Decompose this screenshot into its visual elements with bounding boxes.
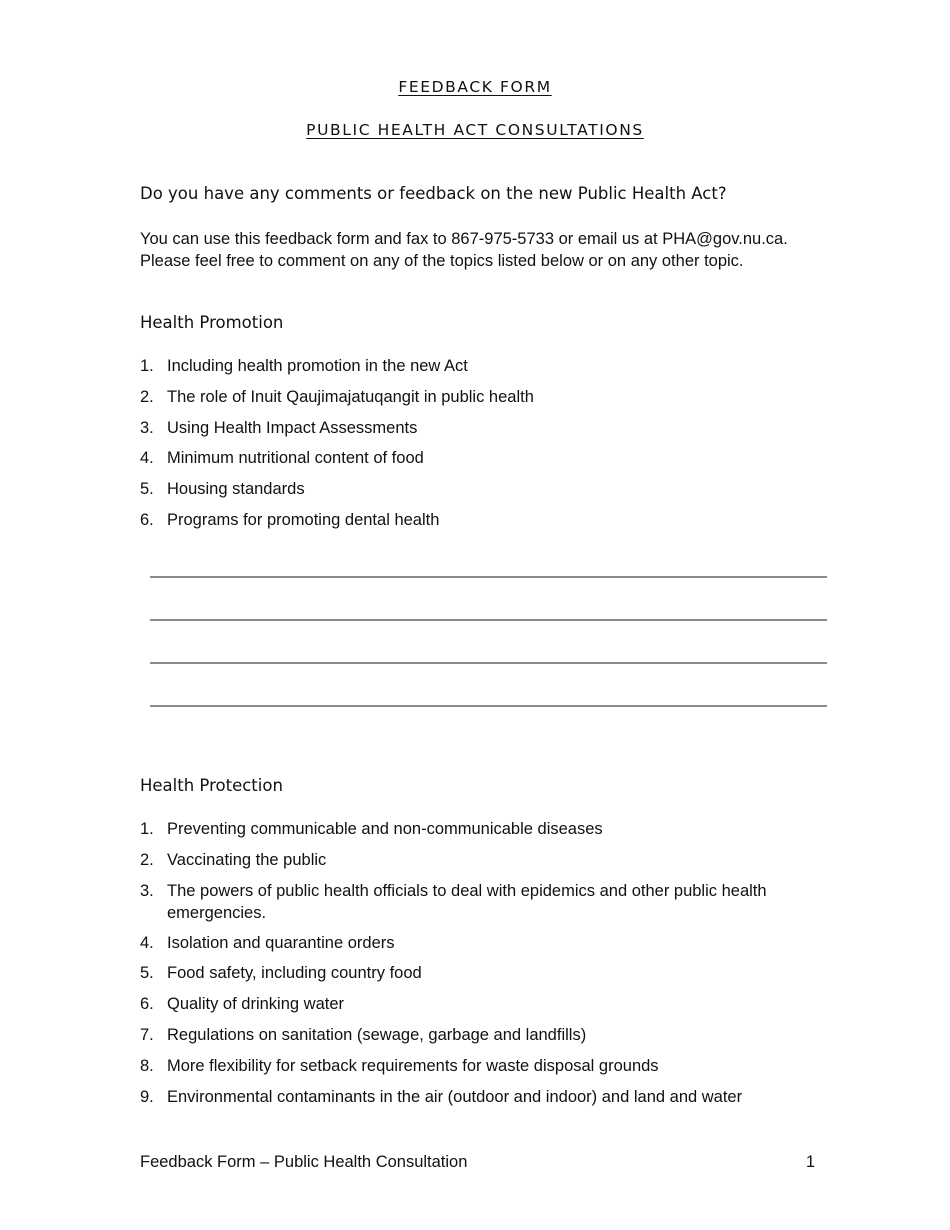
item-text: Preventing communicable and non-communicable diseases xyxy=(167,820,603,838)
list-item xyxy=(140,818,830,840)
item-text: Vaccinating the public xyxy=(167,850,327,869)
item-text: Food safety, including country food xyxy=(167,964,422,983)
item-number: 2. xyxy=(140,387,154,406)
list-item xyxy=(140,386,830,408)
comment-line[interactable] xyxy=(150,705,827,707)
item-number: 6. xyxy=(140,995,154,1014)
item-text: More flexibility for setback requirements for waste disposal grounds xyxy=(167,1056,659,1075)
list-item xyxy=(140,1024,830,1046)
list-item xyxy=(140,1055,830,1077)
page-number: 1 xyxy=(805,1153,815,1171)
item-number: 1. xyxy=(140,357,154,375)
item-number: 3. xyxy=(140,881,154,900)
item-number: 6. xyxy=(140,510,154,529)
list-item xyxy=(140,962,830,984)
list-item xyxy=(140,993,830,1015)
item-text: Regulations on sanitation (sewage, garbage and landfills) xyxy=(167,1025,587,1044)
list-item xyxy=(140,509,830,531)
intro-line-1: You can use this feedback form and fax to 867-975-5733 or email us at PHA@gov.nu.ca. xyxy=(140,230,788,248)
intro-paragraph xyxy=(140,228,840,272)
comment-line[interactable] xyxy=(150,662,827,664)
item-text: Environmental contaminants in the air (outdoor and indoor) and land and water xyxy=(167,1087,743,1106)
item-number: 8. xyxy=(140,1056,154,1075)
list-item xyxy=(140,932,830,954)
item-number: 1. xyxy=(140,820,154,838)
feedback-question: Do you have any comments or feedback on the new Public Health Act? xyxy=(140,184,727,203)
item-number: 5. xyxy=(140,480,154,499)
list-item xyxy=(140,849,830,871)
comment-line[interactable] xyxy=(150,619,827,621)
form-title: FEEDBACK FORM xyxy=(398,78,552,96)
item-text: Housing standards xyxy=(167,480,305,499)
list-item xyxy=(140,447,830,469)
health-promotion-heading: Health Promotion xyxy=(140,313,284,332)
health-promotion-list xyxy=(140,355,830,540)
footer-text: Feedback Form – Public Health Consultation xyxy=(140,1153,468,1171)
list-item xyxy=(140,1086,830,1108)
item-text: Isolation and quarantine orders xyxy=(167,933,395,952)
item-text: The role of Inuit Qaujimajatuqangit in public health xyxy=(167,387,534,406)
health-protection-list xyxy=(140,818,830,1116)
item-number: 7. xyxy=(140,1025,154,1044)
item-number: 3. xyxy=(140,418,154,437)
item-text: Including health promotion in the new Act xyxy=(167,357,468,375)
item-number: 4. xyxy=(140,933,154,952)
list-item xyxy=(140,355,830,377)
item-text: Quality of drinking water xyxy=(167,995,344,1014)
item-number: 9. xyxy=(140,1087,154,1106)
item-text: Programs for promoting dental health xyxy=(167,510,440,529)
item-number: 4. xyxy=(140,449,154,468)
item-text: Minimum nutritional content of food xyxy=(167,449,424,468)
intro-line-2: Please feel free to comment on any of the topics listed below or on any other topic. xyxy=(140,252,744,270)
comment-line[interactable] xyxy=(150,576,827,578)
list-item xyxy=(140,417,830,439)
list-item xyxy=(140,478,830,500)
item-number: 5. xyxy=(140,964,154,983)
form-subtitle: PUBLIC HEALTH ACT CONSULTATIONS xyxy=(306,121,644,139)
item-number: 2. xyxy=(140,850,154,869)
item-text: The powers of public health officials to deal with epidemics and other public health emergencies. xyxy=(167,881,767,922)
item-text: Using Health Impact Assessments xyxy=(167,418,418,437)
health-protection-heading: Health Protection xyxy=(140,776,283,795)
list-item xyxy=(140,880,830,924)
